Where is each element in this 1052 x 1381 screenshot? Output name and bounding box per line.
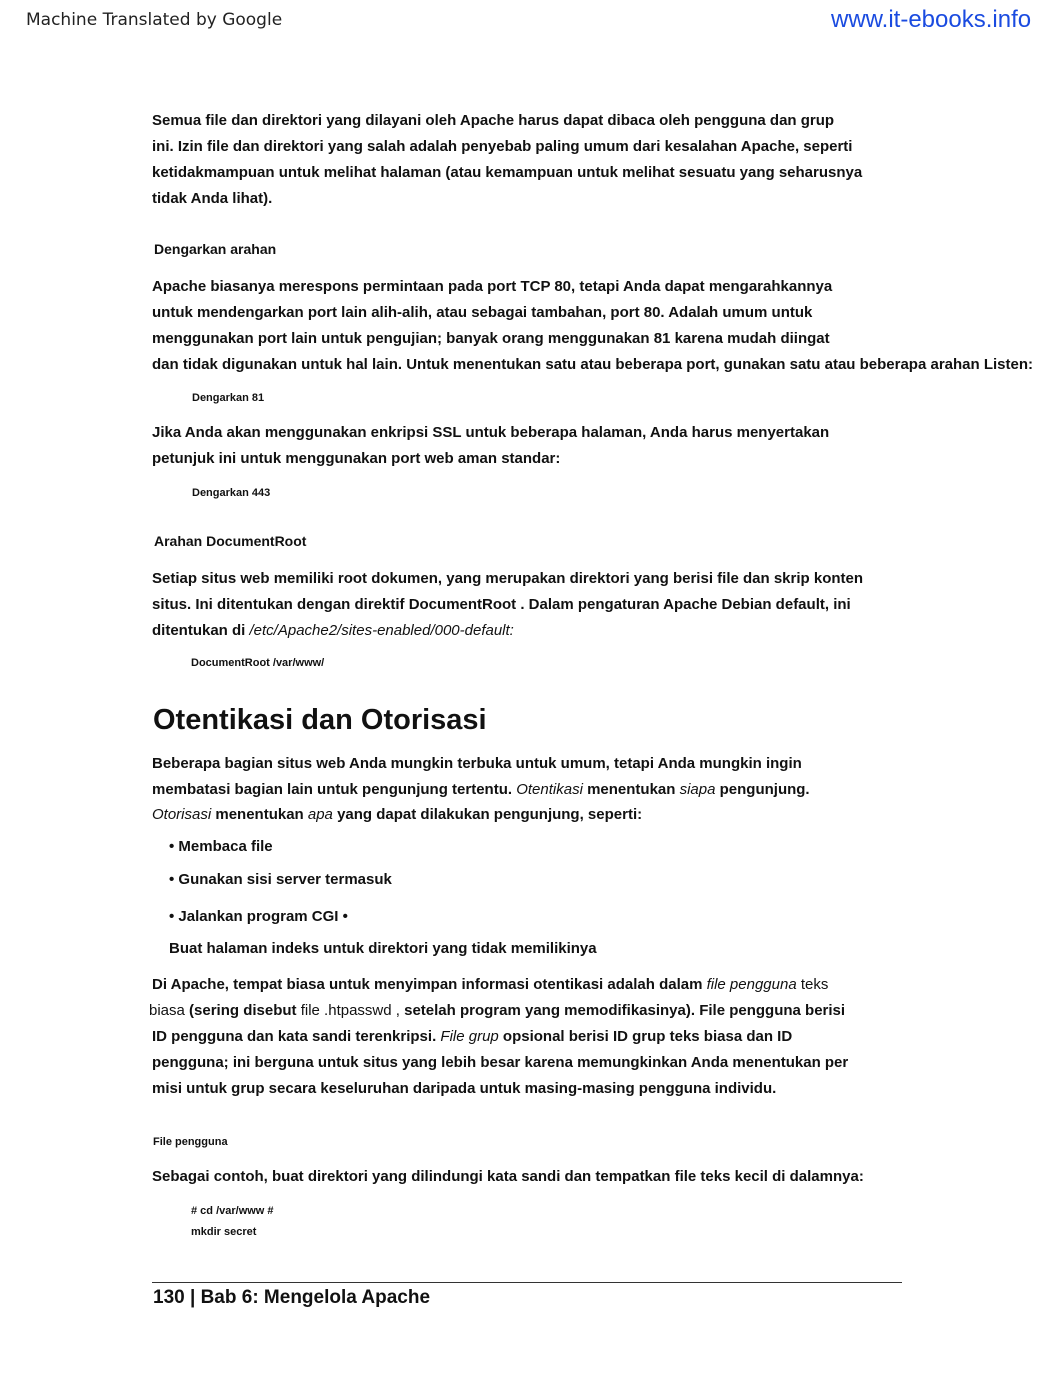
bullet-item: • Membaca file [169,838,273,855]
text-run: ID pengguna dan kata sandi terenkripsi. [152,1028,441,1045]
bullet-item: • Gunakan sisi server termasuk [169,871,392,888]
bullet-item: • Jalankan program CGI • [169,908,348,925]
heading-listen: Dengarkan arahan [154,241,277,257]
text-line [149,998,848,1024]
code-command: # cd /var/www # [191,1205,274,1217]
text-run: menentukan [211,806,308,823]
page-footer: 130 | Bab 6: Mengelola Apache [153,1287,431,1308]
heading-documentroot: Arahan DocumentRoot [154,533,307,549]
text-run: setelah program yang memodifikasinya). File pengguna berisi [399,1002,846,1019]
bullet-item: Buat halaman indeks untuk direktori yang tidak memilikinya [169,940,597,957]
text-run: teks [796,976,829,993]
term-authentication: Otentikasi [516,781,583,798]
machine-translated-label: Machine Translated by Google [26,10,283,30]
text-run: ditentukan di [152,622,250,639]
code-command: mkdir secret [191,1226,257,1238]
text-run: (sering disebut [189,1002,301,1019]
code-documentroot: DocumentRoot /var/www/ [191,657,325,669]
config-path: /etc/Apache2/sites-enabled/000-default: [249,622,514,639]
text-line [152,777,810,803]
text-line: dan tidak digunakan untuk hal lain. Untuk menentukan satu atau beberapa port, gunakan satu atau beberapa arahan Listen: [152,356,1034,373]
paragraph-example: Sebagai contoh, buat direktori yang dilindungi kata sandi dan tempatkan file teks kecil di dalamnya: [152,1168,864,1185]
code-listen-81: Dengarkan 81 [192,392,265,404]
term-what: apa [307,806,333,823]
paragraph-ssl [152,420,829,472]
paragraph-auth [152,751,810,827]
text-run: biasa [149,1002,190,1019]
text-line [152,618,863,644]
text-line: pengguna; ini berguna untuk situs yang lebih besar karena memungkinkan Anda menentukan per [152,1054,849,1071]
text-run: yang dapat dilakukan pengunjung, seperti: [332,806,643,823]
text-line [152,803,810,827]
footer-rule [152,1282,902,1283]
text-run: menentukan [582,781,680,798]
text-line: ini. Izin file dan direktori yang salah adalah penyebab paling umum dari kesalahan Apache, seperti [152,138,853,155]
text-line: tidak Anda lihat). [152,190,273,207]
term-user-file: file pengguna [706,976,797,993]
filename-htpasswd: file .htpasswd , [300,1002,400,1019]
text-line [152,972,848,998]
paragraph-listen [152,274,1033,378]
text-line: untuk mendengarkan port lain alih-alih, atau sebagai tambahan, port 80. Adalah umum untuk [152,304,813,321]
text-run: Di Apache, tempat biasa untuk menyimpan informasi otentikasi adalah dalam [152,976,707,993]
paragraph-user-file [149,972,849,1102]
text-run: pengunjung. [715,781,810,798]
term-authorization: Otorisasi [152,806,212,823]
text-line: misi untuk grup secara keseluruhan daripada untuk masing-masing pengguna individu. [152,1080,777,1097]
term-who: siapa [679,781,716,798]
site-link[interactable]: www.it-ebooks.info [831,6,1032,33]
text-line: Setiap situs web memiliki root dokumen, yang merupakan direktori yang berisi file dan skrip konten [152,570,864,587]
paragraph-permissions [152,108,862,212]
text-line: menggunakan port lain untuk pengujian; banyak orang menggunakan 81 karena mudah diingat [152,330,830,347]
text-line: Semua file dan direktori yang dilayani oleh Apache harus dapat dibaca oleh pengguna dan grup [152,112,835,129]
heading-user-file: File pengguna [153,1136,228,1148]
paragraph-documentroot [152,566,863,644]
text-line: situs. Ini ditentukan dengan direktif DocumentRoot . Dalam pengaturan Apache Debian default, ini [152,596,851,613]
text-line [152,1024,848,1050]
text-line: petunjuk ini untuk menggunakan port web aman standar: [152,450,561,467]
text-line: Jika Anda akan menggunakan enkripsi SSL untuk beberapa halaman, Anda harus menyertakan [152,424,830,441]
text-line: ketidakmampuan untuk melihat halaman (atau kemampuan untuk melihat sesuatu yang seharusnya [152,164,863,181]
text-line: Apache biasanya merespons permintaan pada port TCP 80, tetapi Anda dapat mengarahkannya [152,278,833,295]
text-run: membatasi bagian lain untuk pengunjung tertentu. [152,781,517,798]
code-listen-443: Dengarkan 443 [192,487,271,499]
section-title: Otentikasi dan Otorisasi [153,704,487,736]
term-group-file: File grup [440,1028,499,1045]
text-line: Beberapa bagian situs web Anda mungkin terbuka untuk umum, tetapi Anda mungkin ingin [152,755,802,772]
text-run: opsional berisi ID grup teks biasa dan ID [498,1028,793,1045]
